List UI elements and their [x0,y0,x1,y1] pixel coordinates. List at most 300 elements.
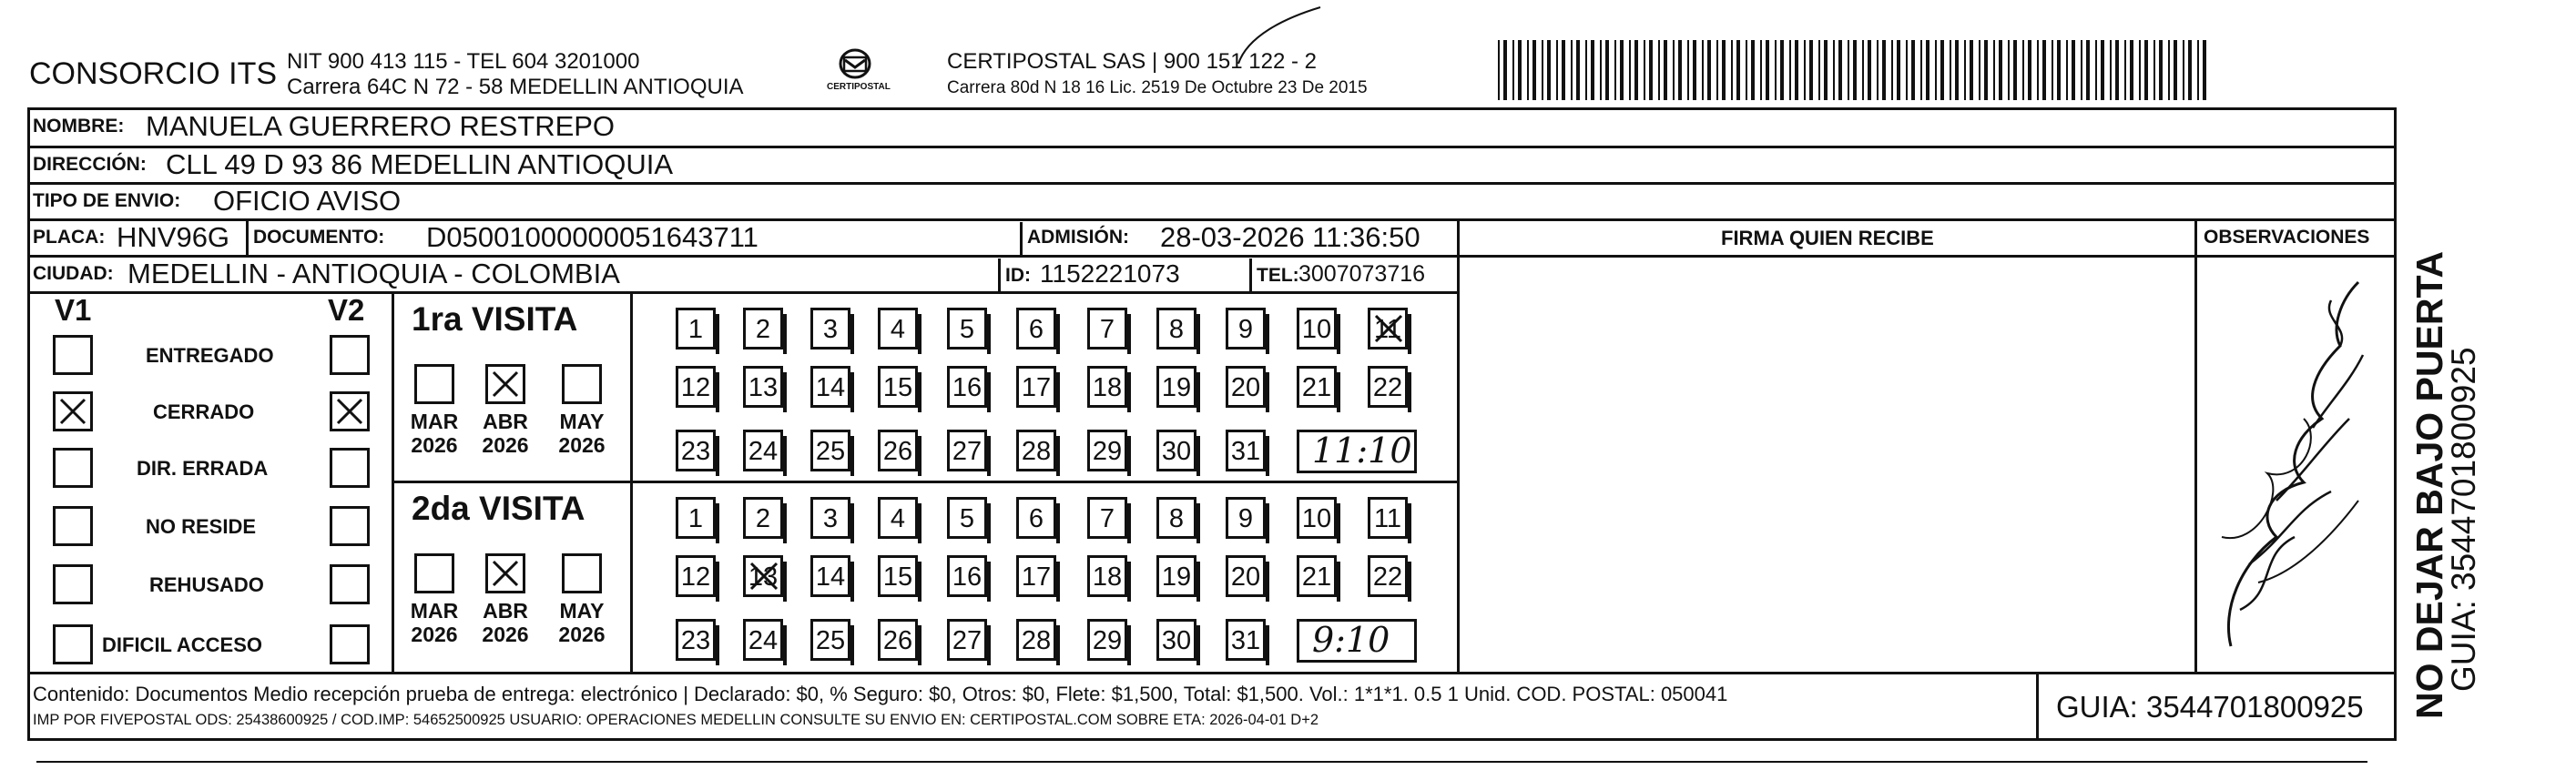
barcode-bar [1979,40,1980,100]
ciudad-label: CIUDAD: [33,263,114,284]
month-year-label: 2026 [411,433,458,457]
barcode-bar [1882,40,1886,100]
month-year-label: 2026 [411,623,458,646]
v1-checkbox[interactable] [53,448,93,488]
barcode-bar [1809,40,1813,100]
month-label: ABR [483,410,528,433]
barcode-bar [1614,40,1616,100]
x-mark-icon [746,558,782,594]
day-box[interactable] [1297,366,1337,408]
contenido-line: Contenido: Documentos Medio recepción prueba de entrega: electrónico | Declarado: $0, % Seguro: $0, Otros: $0, Flete: $1,500, Total: $1,500. Vol.: 1*1*1. 0.5 1 Unid. COD. POSTAL: 050041 [33,683,1728,705]
barcode-bar [1518,40,1522,100]
month-label: MAY [559,410,605,433]
v2-checkbox[interactable] [330,448,370,488]
x-mark-icon [332,394,367,429]
barcode-bar [1571,40,1573,100]
barcode-bar [1804,40,1806,100]
documento-value: D05001000000051643711 [426,221,759,253]
barcode-bar [1795,40,1798,100]
day-number: 23 [680,626,711,655]
placa-value: HNV96G [117,221,230,253]
day-number: 6 [1028,315,1044,344]
nombre-label: NOMBRE: [33,116,125,137]
day-box[interactable] [676,366,716,408]
day-box[interactable] [810,430,850,471]
company-name: CONSORCIO ITS [29,56,278,91]
day-box[interactable] [810,366,850,408]
logo-caption: CERTIPOSTAL [827,82,891,92]
barcode-bar [1512,40,1514,100]
day-box[interactable] [1226,366,1266,408]
day-box[interactable] [810,555,850,597]
status-reason-label: DIR. ERRADA [137,457,269,480]
barcode-bar [1940,40,1944,100]
day-box[interactable] [1087,619,1127,661]
barcode-bar [1877,40,1879,100]
barcode-bar [1824,40,1828,100]
tel-label: TEL: [1257,265,1299,286]
day-box[interactable] [1016,555,1056,597]
day-box[interactable] [1368,366,1408,408]
barcode-bar [1766,40,1769,100]
day-number: 12 [680,562,711,592]
barcode-bar [1789,40,1791,100]
visit-time-box[interactable] [1297,430,1417,473]
day-box[interactable] [1297,497,1337,539]
day-box[interactable] [1016,619,1056,661]
barcode-bar [1673,40,1675,100]
day-number: 2 [755,315,771,344]
day-number: 29 [1092,626,1123,655]
day-box[interactable] [1226,619,1266,661]
day-number: 21 [1301,373,1332,402]
barcode-bar [1556,40,1558,100]
barcode-bar [1746,40,1747,100]
day-number: 9 [1237,315,1254,344]
day-box[interactable] [1087,555,1127,597]
visit-title: 1ra VISITA [412,300,578,338]
day-box[interactable] [1368,308,1408,350]
day-number: 26 [882,626,913,655]
tipo-envio-label: TIPO DE ENVIO: [33,190,181,211]
status-reason-label: NO RESIDE [146,515,257,538]
day-box[interactable] [1368,555,1408,597]
day-box[interactable] [1226,555,1266,597]
v2-checkbox[interactable] [330,506,370,546]
v1-checkbox[interactable] [53,391,93,431]
day-box[interactable] [1016,430,1056,471]
day-box[interactable] [743,430,783,471]
day-number: 17 [1021,562,1052,592]
day-number: 22 [1372,562,1403,592]
day-number: 16 [952,373,983,402]
day-box[interactable] [810,308,850,350]
month-label: MAR [410,599,459,623]
day-box[interactable] [1156,366,1196,408]
day-number: 14 [815,562,846,592]
day-box[interactable] [743,366,783,408]
day-number: 4 [890,315,906,344]
barcode-bar [2037,40,2039,100]
day-number: 8 [1168,504,1185,533]
day-number: 23 [680,437,711,466]
day-box[interactable] [1087,366,1127,408]
v2-checkbox[interactable] [330,624,370,664]
day-box[interactable] [1226,308,1266,350]
day-number: 24 [748,626,779,655]
visit-title: 2da VISITA [412,490,585,527]
documento-label: DOCUMENTO: [253,227,385,248]
barcode-bar [1658,40,1660,100]
placa-label: PLACA: [33,227,106,248]
barcode-bar [1780,40,1784,100]
day-box[interactable] [743,308,783,350]
barcode-bar [2081,40,2082,100]
barcode-bar [1576,40,1580,100]
barcode-bar [1649,40,1653,100]
barcode-bar [2095,40,2097,100]
day-box[interactable] [810,497,850,539]
month-year-label: 2026 [482,433,529,457]
day-box[interactable] [1156,308,1196,350]
day-box[interactable] [676,497,716,539]
status-reason-label: DIFICIL ACCESO [102,633,263,656]
firma-label: FIRMA QUIEN RECIBE [1721,227,1934,249]
barcode-bar [2110,40,2112,100]
day-number: 7 [1099,504,1115,533]
day-box[interactable] [947,430,987,471]
day-box[interactable] [1016,366,1056,408]
barcode-bar [2197,40,2199,100]
day-number: 15 [882,373,913,402]
day-box[interactable] [1087,308,1127,350]
day-number: 1 [687,504,704,533]
day-number: 3 [822,504,839,533]
day-box[interactable] [1156,555,1196,597]
day-number: 15 [882,562,913,592]
day-box[interactable] [1087,497,1127,539]
barcode-bar [1906,40,1908,100]
barcode-bar [1722,40,1726,100]
barcode-bar [2008,40,2010,100]
day-number: 20 [1230,562,1261,592]
month-checkbox[interactable] [414,553,454,593]
barcode-bar [1591,40,1594,100]
barcode-bar [1707,40,1711,100]
day-number: 22 [1372,373,1403,402]
imp-line: IMP POR FIVEPOSTAL ODS: 25438600925 / COD.IMP: 54652500925 USUARIO: OPERACIONES MEDELLIN CONSULTE SU ENVIO EN: CERTIPOSTAL.COM SOBRE ETA: 2026-04-01 D+2 [33,712,1319,728]
month-label: MAY [559,599,605,623]
barcode-bar [1498,40,1500,100]
day-number: 3 [822,315,839,344]
status-reason-label: CERRADO [153,400,255,423]
barcode-bar [1926,40,1929,100]
day-number: 29 [1092,437,1123,466]
barcode-bar [1644,40,1645,100]
barcode-bar [2139,40,2141,100]
barcode-bar [1702,40,1704,100]
month-year-label: 2026 [558,433,606,457]
x-mark-icon [488,556,523,591]
day-number: 18 [1092,562,1123,592]
barcode-bar [2115,40,2119,100]
day-box[interactable] [878,619,918,661]
status-reason-label: ENTREGADO [146,344,274,367]
day-number: 9 [1237,504,1254,533]
day-box[interactable] [743,497,783,539]
day-box[interactable] [676,308,716,350]
barcode-bar [1585,40,1587,100]
carrier-line: CERTIPOSTAL SAS | 900 151 122 - 2 [947,49,1317,74]
barcode-bar [1993,40,1995,100]
day-number: 4 [890,504,906,533]
v1-label: V1 [55,293,92,327]
day-number: 24 [748,437,779,466]
barcode-bar [2028,40,2031,100]
footer-guia: GUIA: 3544701800925 [2056,690,2364,724]
day-box[interactable] [878,430,918,471]
barcode-bar [1970,40,1973,100]
barcode-bar [1775,40,1777,100]
direccion-value: CLL 49 D 93 86 MEDELLIN ANTIOQUIA [166,148,674,180]
v2-checkbox[interactable] [330,564,370,604]
day-box[interactable] [743,555,783,597]
day-number: 28 [1021,626,1052,655]
barcode-bar [1955,40,1959,100]
barcode-bar [1542,40,1543,100]
barcode-bar [1950,40,1951,100]
v2-checkbox[interactable] [330,335,370,375]
day-box[interactable] [1368,497,1408,539]
day-number: 13 [748,562,779,592]
barcode-bar [1629,40,1631,100]
day-box[interactable] [947,619,987,661]
barcode-bar [2101,40,2104,100]
barcode-bar [1605,40,1609,100]
day-number: 19 [1161,373,1192,402]
barcode-bar [2188,40,2192,100]
barcode-bar [1664,40,1667,100]
admision-label: ADMISIÓN: [1027,227,1129,248]
day-box[interactable] [878,497,918,539]
day-box[interactable] [676,430,716,471]
direccion-label: DIRECCIÓN: [33,154,147,175]
barcode-bar [2042,40,2046,100]
month-year-label: 2026 [558,623,606,646]
day-box[interactable] [1156,497,1196,539]
barcode-bar [1562,40,1565,100]
day-number: 25 [815,626,846,655]
nombre-value: MANUELA GUERRERO RESTREPO [146,110,616,142]
barcode-bar [1687,40,1689,100]
barcode [1498,40,2217,100]
day-number: 27 [952,437,983,466]
barcode-bar [2013,40,2017,100]
day-number: 18 [1092,373,1123,402]
barcode-bar [1600,40,1602,100]
x-mark-icon [1370,310,1407,347]
month-checkbox[interactable] [562,364,602,404]
observaciones-label: OBSERVACIONES [2204,227,2370,248]
barcode-bar [1693,40,1696,100]
barcode-bar [2072,40,2075,100]
barcode-bar [1527,40,1529,100]
barcode-bar [2066,40,2068,100]
barcode-bar [2052,40,2053,100]
day-number: 28 [1021,437,1052,466]
id-label: ID: [1005,265,1031,286]
day-number: 25 [815,437,846,466]
barcode-bar [1853,40,1857,100]
barcode-bar [2183,40,2184,100]
day-number: 21 [1301,562,1332,592]
day-number: 11 [1373,315,1402,344]
barcode-bar [1634,40,1638,100]
day-number: 13 [748,373,779,402]
barcode-bar [1868,40,1871,100]
day-number: 14 [815,373,846,402]
day-box[interactable] [676,555,716,597]
day-box[interactable] [1156,619,1196,661]
day-box[interactable] [676,619,716,661]
barcode-bar [1620,40,1624,100]
day-box[interactable] [1156,430,1196,471]
month-checkbox[interactable] [485,553,525,593]
day-box[interactable] [878,366,918,408]
day-number: 2 [755,504,771,533]
day-box[interactable] [1016,497,1056,539]
barcode-bar [1935,40,1937,100]
day-number: 17 [1021,373,1052,402]
visit-time-handwritten: 11:10 [1312,431,1412,471]
v1-checkbox[interactable] [53,564,93,604]
barcode-bar [2174,40,2177,100]
day-box[interactable] [947,366,987,408]
barcode-bar [1833,40,1835,100]
day-number: 27 [952,626,983,655]
day-number: 5 [959,504,975,533]
barcode-bar [1532,40,1536,100]
day-number: 16 [952,562,983,592]
v1-checkbox[interactable] [53,624,93,664]
barcode-bar [1964,40,1966,100]
day-number: 11 [1373,504,1402,533]
admision-value: 28-03-2026 11:36:50 [1160,221,1420,253]
day-box[interactable] [1226,497,1266,539]
barcode-bar [2168,40,2170,100]
side-warning: NO DEJAR BAJO PUERTA [2408,250,2450,719]
day-number: 10 [1301,315,1332,344]
v2-label: V2 [328,293,365,327]
barcode-bar [1736,40,1740,100]
barcode-bar [2057,40,2061,100]
day-box[interactable] [947,497,987,539]
side-guia: GUIA: 3544701800925 [2445,347,2482,692]
pen-stroke [1047,0,1339,64]
day-number: 30 [1161,437,1192,466]
v2-checkbox[interactable] [330,391,370,431]
day-number: 7 [1099,315,1115,344]
barcode-bar [1751,40,1755,100]
ciudad-value: MEDELLIN - ANTIOQUIA - COLOMBIA [127,258,620,289]
handwritten-signature [2204,264,2377,664]
day-box[interactable] [878,308,918,350]
day-number: 10 [1301,504,1332,533]
barcode-bar [1731,40,1733,100]
barcode-bar [2086,40,2090,100]
day-box[interactable] [1226,430,1266,471]
certipostal-logo [827,46,891,98]
license-line: Carrera 80d N 18 16 Lic. 2519 De Octubre 23 De 2015 [947,78,1368,97]
day-box[interactable] [1087,430,1127,471]
barcode-bar [1891,40,1893,100]
month-label: ABR [483,599,528,623]
barcode-bar [2130,40,2133,100]
barcode-bar [1862,40,1864,100]
day-box[interactable] [1297,308,1337,350]
barcode-bar [1848,40,1849,100]
barcode-bar [1818,40,1820,100]
day-number: 31 [1230,437,1261,466]
day-box[interactable] [1016,308,1056,350]
day-number: 26 [882,437,913,466]
barcode-bar [1760,40,1762,100]
barcode-bar [1999,40,2002,100]
month-label: MAR [410,410,459,433]
day-box[interactable] [810,619,850,661]
month-checkbox[interactable] [485,364,525,404]
day-number: 8 [1168,315,1185,344]
barcode-bar [1920,40,1922,100]
status-reason-label: REHUSADO [149,573,264,596]
barcode-bar [1984,40,1988,100]
month-checkbox[interactable] [562,553,602,593]
day-number: 12 [680,373,711,402]
v1-checkbox[interactable] [53,506,93,546]
day-number: 19 [1161,562,1192,592]
day-number: 1 [687,315,704,344]
month-checkbox[interactable] [414,364,454,404]
day-box[interactable] [947,555,987,597]
barcode-bar [1503,40,1507,100]
barcode-bar [1897,40,1900,100]
barcode-bar [2159,40,2163,100]
day-box[interactable] [1297,555,1337,597]
barcode-bar [2022,40,2024,100]
tel-value: 3007073716 [1298,261,1426,287]
visit-time-handwritten: 9:10 [1312,620,1390,660]
day-number: 5 [959,315,975,344]
day-box[interactable] [743,619,783,661]
day-number: 30 [1161,626,1192,655]
barcode-bar [1838,40,1842,100]
day-number: 6 [1028,504,1044,533]
month-year-label: 2026 [482,623,529,646]
nit-line: NIT 900 413 115 - TEL 604 3201000 [287,49,640,74]
visit-time-box[interactable] [1297,619,1417,663]
v1-checkbox[interactable] [53,335,93,375]
barcode-bar [2144,40,2148,100]
day-number: 20 [1230,373,1261,402]
day-number: 31 [1230,626,1261,655]
barcode-bar [1678,40,1682,100]
day-box[interactable] [947,308,987,350]
barcode-bar [1547,40,1551,100]
tipo-envio-value: OFICIO AVISO [213,185,402,217]
x-mark-icon [56,394,90,429]
day-box[interactable] [878,555,918,597]
address-line: Carrera 64C N 72 - 58 MEDELLIN ANTIOQUIA [287,75,744,99]
